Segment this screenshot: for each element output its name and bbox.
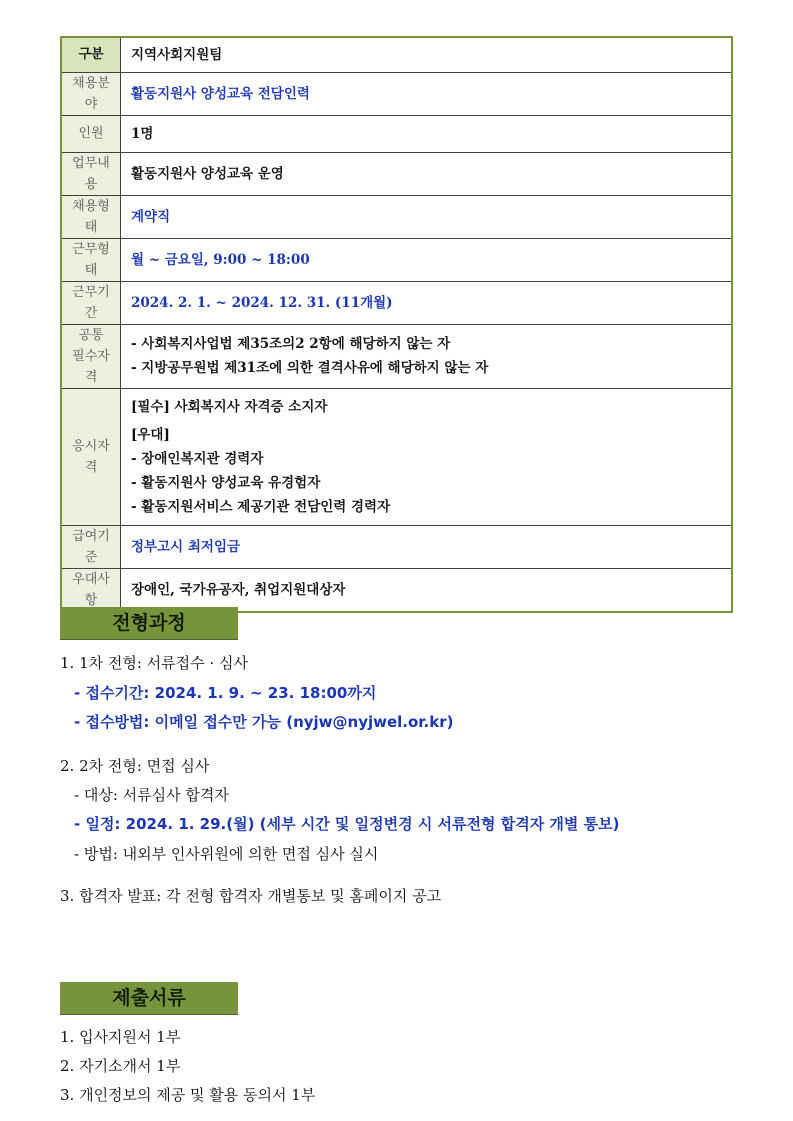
process-step-2: 2. 2차 전형: 면접 심사 bbox=[60, 757, 210, 775]
list-item: - 활동지원서비스 제공기관 전담인력 경력자 bbox=[131, 498, 391, 515]
row-label: 업무내용 bbox=[61, 152, 121, 195]
table-row bbox=[61, 238, 732, 281]
list-item: - 지방공무원법 제31조에 의한 결격사유에 해당하지 않는 자 bbox=[131, 360, 489, 376]
process-step-3: 3. 합격자 발표: 각 전형 합격자 개별통보 및 홈페이지 공고 bbox=[60, 887, 442, 905]
header-label: 구분 bbox=[61, 37, 121, 72]
row-value: 1명 bbox=[121, 115, 733, 152]
table-row bbox=[61, 72, 732, 115]
table-row bbox=[61, 195, 732, 238]
row-label: 채용형태 bbox=[61, 195, 121, 238]
table-row bbox=[61, 388, 732, 525]
table-row bbox=[61, 568, 732, 612]
header-value: 지역사회지원팀 bbox=[121, 37, 733, 72]
row-value: 계약직 bbox=[121, 195, 733, 238]
document-item: 1. 입사지원서 1부 bbox=[60, 1028, 181, 1046]
row-label: 채용분야 bbox=[61, 72, 121, 115]
process-step-2-method: - 방법: 내외부 인사위원에 의한 면접 심사 실시 bbox=[74, 845, 379, 863]
label-line: 공통 bbox=[78, 327, 104, 343]
salary-label: 급여기준 bbox=[61, 525, 121, 568]
process-step-1-period: - 접수기간: 2024. 1. 9. ~ 23. 18:00까지 bbox=[74, 684, 377, 702]
recruitment-info-table bbox=[60, 36, 733, 613]
table-row bbox=[61, 37, 732, 72]
table-row bbox=[61, 152, 732, 195]
row-value: 2024. 2. 1. ~ 2024. 12. 31. (11개월) bbox=[121, 281, 733, 324]
process-section-title: 전형과정 bbox=[60, 607, 238, 640]
row-value: 활동지원사 양성교육 운영 bbox=[121, 152, 733, 195]
salary-value: 정부고시 최저임금 bbox=[121, 525, 733, 568]
list-item: - 장애인복지관 경력자 bbox=[131, 450, 264, 467]
table-row bbox=[61, 525, 732, 568]
qualification-label: 응시자격 bbox=[61, 388, 121, 525]
table-row bbox=[61, 115, 732, 152]
label-line: 필수자격 bbox=[72, 348, 110, 385]
row-value: 월 ~ 금요일, 9:00 ~ 18:00 bbox=[121, 238, 733, 281]
list-item: - 활동지원사 양성교육 유경험자 bbox=[131, 474, 321, 491]
common-requirements-label bbox=[61, 324, 121, 388]
table-row bbox=[61, 324, 732, 388]
row-label: 근무형태 bbox=[61, 238, 121, 281]
common-requirements-value bbox=[121, 324, 733, 388]
preferred-title: [우대] bbox=[131, 426, 170, 443]
row-label: 근무기간 bbox=[61, 281, 121, 324]
preference-label: 우대사항 bbox=[61, 568, 121, 612]
preference-value: 장애인, 국가유공자, 취업지원대상자 bbox=[121, 568, 733, 612]
list-item: - 사회복지사업법 제35조의2 2항에 해당하지 않는 자 bbox=[131, 336, 451, 352]
document-item: 2. 자기소개서 1부 bbox=[60, 1057, 181, 1075]
required-qualification: [필수] 사회복지사 자격증 소지자 bbox=[131, 398, 328, 415]
qualification-value bbox=[121, 388, 733, 525]
row-value: 활동지원사 양성교육 전담인력 bbox=[121, 72, 733, 115]
process-step-1: 1. 1차 전형: 서류접수 · 심사 bbox=[60, 654, 248, 672]
process-step-1-method: - 접수방법: 이메일 접수만 가능 (nyjw@nyjwel.or.kr) bbox=[74, 713, 454, 731]
document-item: 3. 개인정보의 제공 및 활용 동의서 1부 bbox=[60, 1086, 316, 1104]
documents-section-title: 제출서류 bbox=[60, 982, 238, 1015]
process-step-2-target: - 대상: 서류심사 합격자 bbox=[74, 786, 229, 804]
row-label: 인원 bbox=[61, 115, 121, 152]
process-step-2-schedule: - 일정: 2024. 1. 29.(월) (세부 시간 및 일정변경 시 서류전형 합격자 개별 통보) bbox=[74, 815, 620, 833]
table-row bbox=[61, 281, 732, 324]
